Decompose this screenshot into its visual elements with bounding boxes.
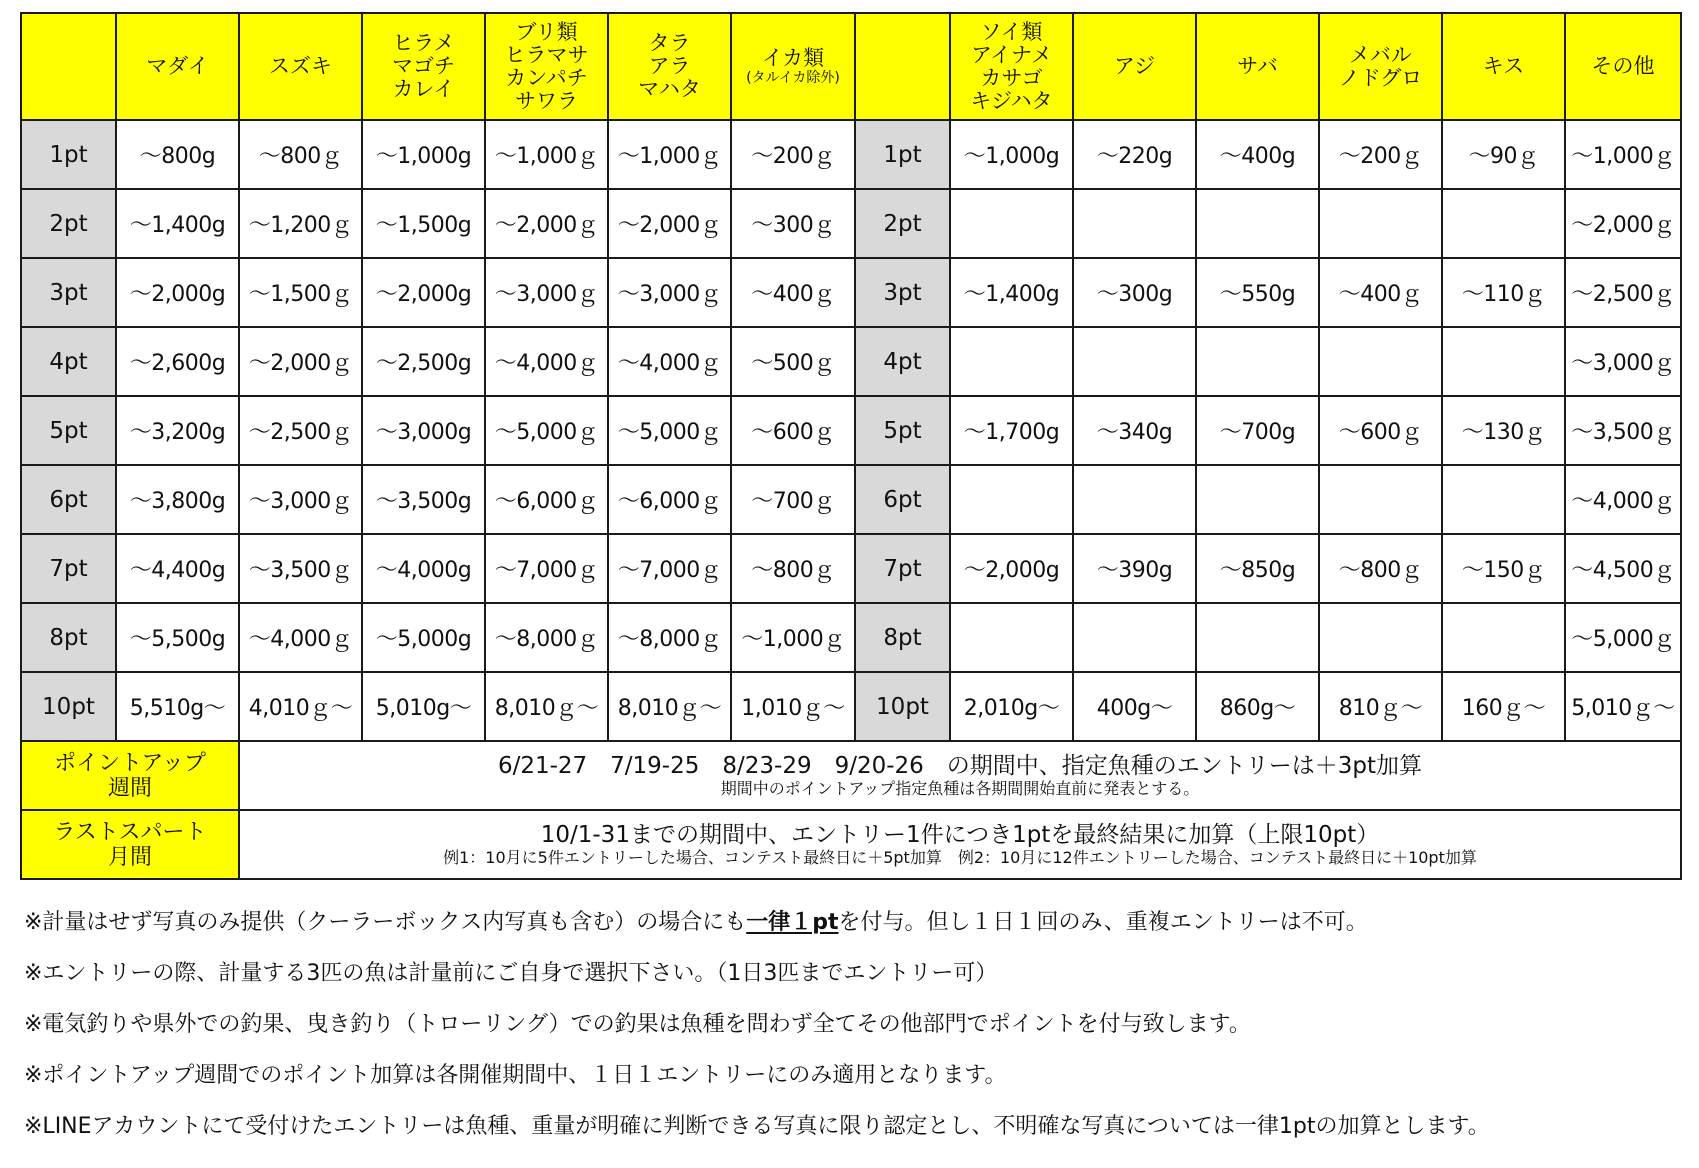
last-spurt-month-sub-text: 例1：10月に5件エントリーした場合、コンテスト最終日に＋5pt加算 例2：10月に12件エントリーした場合、コンテスト最終日に＋10pt加算 [443,848,1477,867]
weight-cell: ～2,000ｇ [239,327,362,396]
weight-cell [950,603,1073,672]
weight-cell: ～1,400g [116,189,239,258]
header-cell [950,13,1073,120]
header-line: サワラ [515,88,578,113]
header-cell [1442,13,1565,120]
header-line: メバル [1349,42,1412,67]
weight-cell [1442,327,1565,396]
weight-cell [1196,327,1319,396]
weight-cell: ～800ｇ [1319,534,1442,603]
points-table [20,12,1682,880]
weight-cell: ～3,000ｇ [239,465,362,534]
header-line: ブリ類 [515,19,578,44]
weight-cell: ～340g [1073,396,1196,465]
weight-cell: ～700ｇ [731,465,855,534]
weight-cell: ～1,200ｇ [239,189,362,258]
weight-cell: 160ｇ～ [1442,672,1565,741]
header-line: ソイ類 [980,19,1043,44]
weight-cell: ～90ｇ [1442,120,1565,189]
weight-cell: ～1,000g [362,120,485,189]
weight-cell: ～6,000ｇ [485,465,608,534]
table-row [21,258,1681,327]
weight-cell: 1,010ｇ～ [731,672,855,741]
weight-cell: ～2,000g [116,258,239,327]
weight-cell: ～5,500g [116,603,239,672]
point-up-week-row [21,741,1681,810]
weight-cell: ～300ｇ [731,189,855,258]
points-label: 6pt [21,465,116,534]
weight-cell [950,327,1073,396]
header-cell [731,13,855,120]
weight-cell: 810ｇ～ [1319,672,1442,741]
weight-cell: ～7,000ｇ [485,534,608,603]
weight-cell [950,189,1073,258]
weight-cell: 2,010g～ [950,672,1073,741]
weight-cell: ～800ｇ [731,534,855,603]
weight-cell: ～3,500ｇ [239,534,362,603]
header-cell [362,13,485,120]
weight-cell: ～110ｇ [1442,258,1565,327]
weight-cell: 5,010ｇ～ [1565,672,1681,741]
weight-cell: ～3,500ｇ [1565,396,1681,465]
weight-cell [1319,327,1442,396]
points-label: 8pt [21,603,116,672]
weight-cell: ～3,500g [362,465,485,534]
footnote-2: ※エントリーの際、計量する3匹の魚は計量前にご自身で選択下さい。（1日3匹までエントリー可） [24,961,998,986]
weight-cell: ～3,800g [116,465,239,534]
weight-cell: ～3,000ｇ [608,258,731,327]
weight-cell: ～8,000ｇ [608,603,731,672]
points-label: 3pt [855,258,950,327]
weight-cell: ～150ｇ [1442,534,1565,603]
weight-cell: ～850g [1196,534,1319,603]
weight-cell: ～5,000ｇ [485,396,608,465]
weight-cell: ～550g [1196,258,1319,327]
weight-cell: ～400ｇ [1319,258,1442,327]
table-row [21,465,1681,534]
header-subtext: (タルイカ除外) [746,70,840,86]
point-up-week-description [239,741,1681,810]
header-line: アジ [1113,54,1156,78]
weight-cell: ～600ｇ [1319,396,1442,465]
weight-cell: 5,010g～ [362,672,485,741]
weight-cell: ～4,000ｇ [608,327,731,396]
footnote-3: ※電気釣りや県外での釣果、曳き釣り（トローリング）での釣果は魚種を問わず全てその他部門でポイントを付与致します。 [24,1012,1251,1037]
weight-cell: ～4,000ｇ [1565,465,1681,534]
points-label: 2pt [855,189,950,258]
table-row [21,189,1681,258]
header-line: ヒラマサ [504,42,589,67]
weight-cell: ～2,000g [950,534,1073,603]
points-label: 8pt [855,603,950,672]
weight-cell [1319,465,1442,534]
weight-cell: ～2,000g [362,258,485,327]
weight-cell: ～5,000g [362,603,485,672]
weight-cell: ～220g [1073,120,1196,189]
header-cell [21,13,116,120]
weight-cell: ～1,000ｇ [485,120,608,189]
header-row [21,13,1681,120]
weight-cell: ～2,500ｇ [239,396,362,465]
weight-cell: ～600ｇ [731,396,855,465]
footnote-1: ※計量はせず写真のみ提供（クーラーボックス内写真も含む）の場合にも一律１ptを付与。但し１日１回のみ、重複エントリーは不可。 [24,910,1368,935]
weight-cell [1196,189,1319,258]
table-row [21,120,1681,189]
weight-cell: ～2,500ｇ [1565,258,1681,327]
last-spurt-month-row [21,810,1681,879]
weight-cell: ～700g [1196,396,1319,465]
weight-cell: ～7,000ｇ [608,534,731,603]
header-line: ヒラメ [392,31,455,55]
header-line: キス [1482,54,1525,78]
weight-cell: ～1,400g [950,258,1073,327]
weight-cell [1073,603,1196,672]
weight-cell: ～1,700g [950,396,1073,465]
header-line: タラ [648,31,691,55]
weight-cell [1073,465,1196,534]
points-label: 1pt [855,120,950,189]
label-line: ラストスパート [53,819,207,845]
weight-cell: ～3,200g [116,396,239,465]
header-line: マダイ [146,54,209,78]
header-line: サバ [1237,54,1278,78]
weight-cell: ～4,000g [362,534,485,603]
weight-cell: ～4,400g [116,534,239,603]
weight-cell: 8,010ｇ～ [608,672,731,741]
header-line: イカ類 [761,46,825,70]
header-line: カサゴ [980,65,1043,90]
weight-cell [1073,189,1196,258]
header-cell [1196,13,1319,120]
header-cell [116,13,239,120]
header-cell [1319,13,1442,120]
weight-cell [1442,465,1565,534]
weight-cell: ～500ｇ [731,327,855,396]
weight-cell: ～1,000g [950,120,1073,189]
weight-cell: ～5,000ｇ [608,396,731,465]
weight-cell: 400g～ [1073,672,1196,741]
weight-cell: ～2,600g [116,327,239,396]
points-label: 5pt [21,396,116,465]
weight-cell: ～300g [1073,258,1196,327]
points-label: 4pt [21,327,116,396]
header-line: アイナメ [970,42,1053,67]
weight-cell: ～1,500g [362,189,485,258]
weight-cell: ～2,000ｇ [1565,189,1681,258]
weight-cell: ～5,000ｇ [1565,603,1681,672]
footnotes [24,910,1684,1165]
points-label: 3pt [21,258,116,327]
weight-cell: 4,010ｇ～ [239,672,362,741]
label-line: ポイントアップ [54,750,206,776]
header-cell [855,13,950,120]
last-spurt-month-description [239,810,1681,879]
points-label: 10pt [21,672,116,741]
points-label: 7pt [21,534,116,603]
weight-cell: ～800ｇ [239,120,362,189]
weight-cell: ～400g [1196,120,1319,189]
weight-cell: ～6,000ｇ [608,465,731,534]
label-line: 月間 [107,844,152,870]
weight-cell: ～4,500ｇ [1565,534,1681,603]
header-line: マゴチ [392,54,455,78]
header-cell [239,13,362,120]
last-spurt-month-label [21,810,239,879]
points-label: 4pt [855,327,950,396]
weight-cell: ～130ｇ [1442,396,1565,465]
header-line: スズキ [269,54,332,78]
weight-cell [1319,189,1442,258]
table-row [21,603,1681,672]
header-cell [485,13,608,120]
header-cell [1565,13,1681,120]
points-label: 7pt [855,534,950,603]
weight-cell: ～1,000ｇ [1565,120,1681,189]
header-line: マハタ [638,77,701,101]
points-label: 5pt [855,396,950,465]
header-line: カレイ [392,77,455,101]
header-line: キジハタ [970,88,1053,113]
table-row [21,672,1681,741]
weight-cell: ～800g [116,120,239,189]
weight-cell: ～2,000ｇ [608,189,731,258]
weight-cell [1442,189,1565,258]
weight-cell: ～3,000g [362,396,485,465]
table-row [21,327,1681,396]
weight-cell: ～4,000ｇ [239,603,362,672]
weight-cell [1319,603,1442,672]
weight-cell: ～3,000ｇ [1565,327,1681,396]
point-up-week-label [21,741,239,810]
weight-cell: ～1,500ｇ [239,258,362,327]
header-cell [1073,13,1196,120]
header-line: カンパチ [505,65,588,90]
points-label: 6pt [855,465,950,534]
header-cell [608,13,731,120]
weight-cell [1196,603,1319,672]
weight-cell: ～1,000ｇ [608,120,731,189]
weight-cell: 8,010ｇ～ [485,672,608,741]
weight-cell [1442,603,1565,672]
weight-cell: ～8,000ｇ [485,603,608,672]
point-up-week-sub-text: 期間中のポイントアップ指定魚種は各期間開始直前に発表とする。 [720,779,1200,798]
weight-cell: ～2,000ｇ [485,189,608,258]
last-spurt-month-main-text: 10/1-31までの期間中、エントリー1件につき1ptを最終結果に加算（上限10pt） [540,822,1380,848]
weight-cell: ～390g [1073,534,1196,603]
header-line: アラ [648,54,691,78]
weight-cell: 5,510g～ [116,672,239,741]
footnote-5: ※LINEアカウントにて受付けたエントリーは魚種、重量が明確に判断できる写真に限り認定とし、不明確な写真については一律1ptの加算とします。 [24,1114,1490,1139]
header-line: その他 [1591,54,1655,78]
weight-cell: ～400ｇ [731,258,855,327]
table-row [21,534,1681,603]
weight-cell: ～2,500g [362,327,485,396]
label-line: 週間 [107,775,152,801]
points-label: 1pt [21,120,116,189]
weight-cell: ～1,000ｇ [731,603,855,672]
footnote-4: ※ポイントアップ週間でのポイント加算は各開催期間中、１日１エントリーにのみ適用となります。 [24,1063,1007,1088]
header-line: ノドグロ [1338,65,1423,90]
weight-cell [1073,327,1196,396]
weight-cell: ～200ｇ [1319,120,1442,189]
weight-cell: 860g～ [1196,672,1319,741]
weight-cell: ～200ｇ [731,120,855,189]
table-row [21,396,1681,465]
weight-cell: ～4,000ｇ [485,327,608,396]
weight-cell: ～3,000ｇ [485,258,608,327]
points-label: 2pt [21,189,116,258]
underlined-text: 一律１pt [746,910,839,935]
points-label: 10pt [855,672,950,741]
weight-cell [950,465,1073,534]
weight-cell [1196,465,1319,534]
point-up-week-main-text: 6/21-27 7/19-25 8/23-29 9/20-26 の期間中、指定魚種のエントリーは＋3pt加算 [497,753,1423,779]
